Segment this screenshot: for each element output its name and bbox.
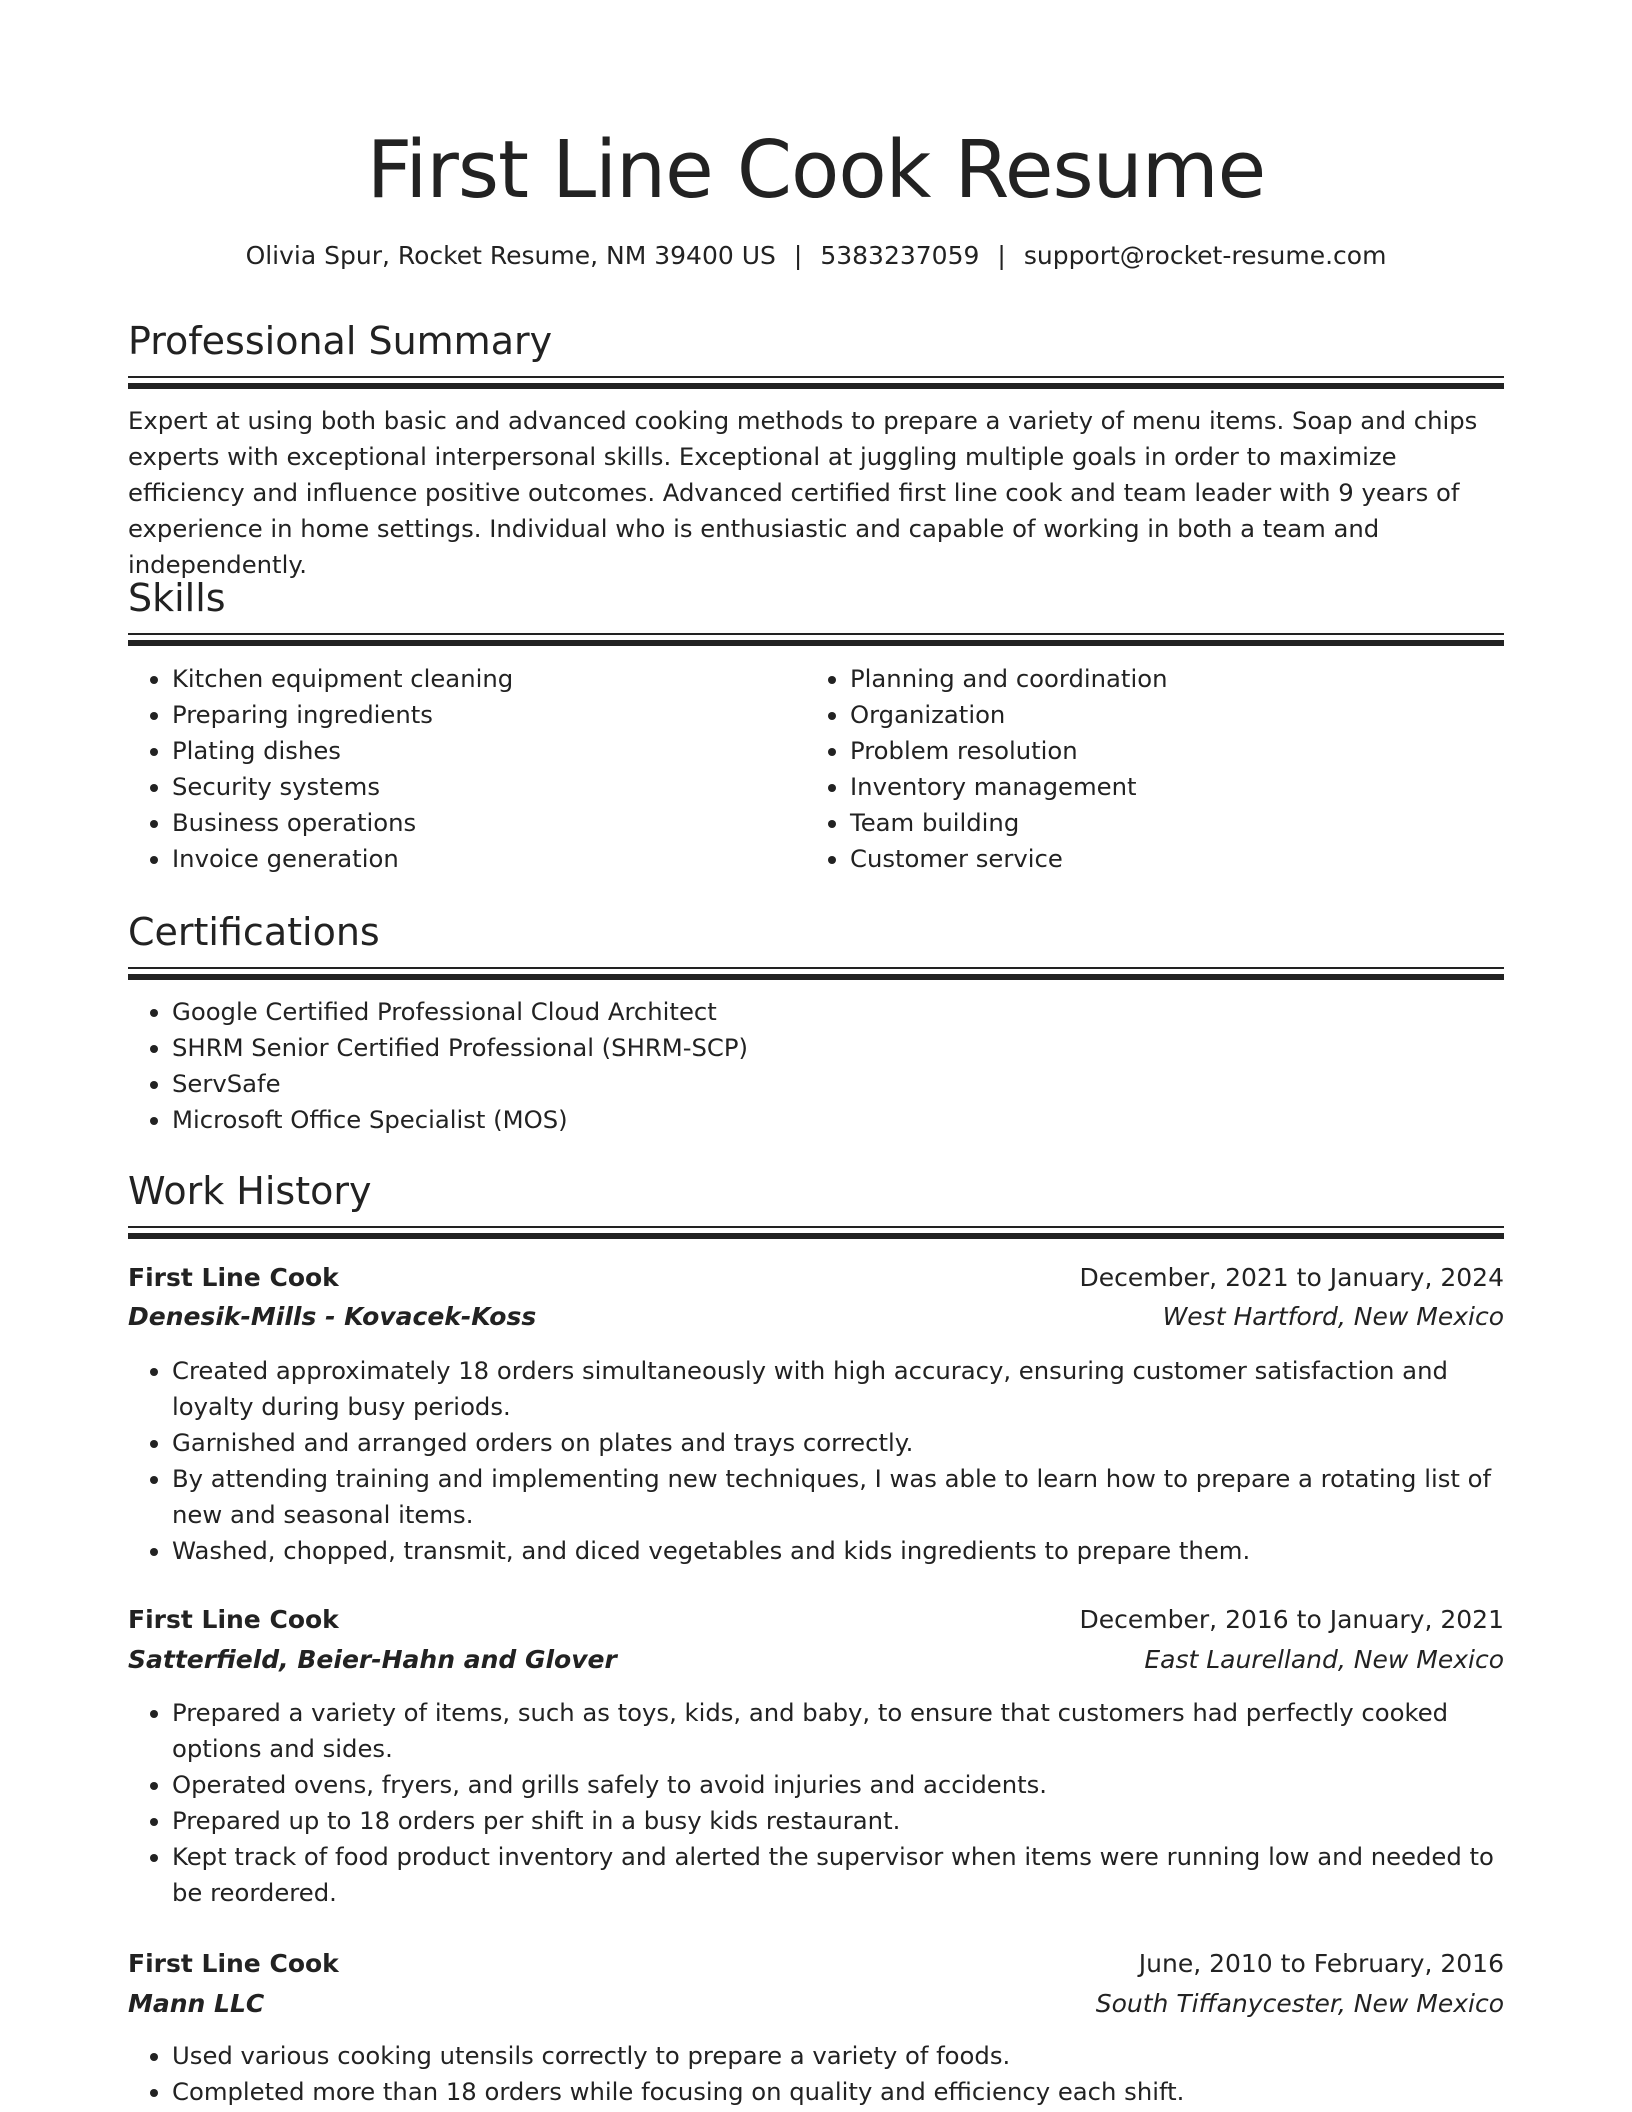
job-company: Satterfield, Beier-Hahn and Glover: [128, 1645, 617, 1674]
contact-phone[interactable]: 5383237059: [820, 241, 980, 270]
list-item: • SHRM Senior Certified Professional (SHRM-SCP): [172, 1030, 1504, 1066]
job-company: Mann LLC: [128, 1989, 265, 2018]
resume-title: First Line Cook Resume: [366, 124, 1266, 216]
job-location: South Tiffanycester, New Mexico: [1095, 1989, 1504, 2018]
list-item: • Kept track of food product inventory and alerted the supervisor when items were running low and needed to be reordered.: [172, 1839, 1504, 1911]
list-item: • Washed, chopped, transmit, and diced vegetables and kids ingredients to prepare them.: [172, 1533, 1504, 1569]
list-item: • Invoice generation: [172, 841, 792, 877]
list-item: • Operated ovens, fryers, and grills safely to avoid injuries and accidents.: [172, 1767, 1504, 1803]
contact-separator: |: [793, 241, 803, 270]
list-item: • Google Certified Professional Cloud Architect: [172, 994, 1504, 1030]
list-item: • Customer service: [850, 841, 1500, 877]
section-divider: [128, 1226, 1504, 1239]
job-dates: December, 2021 to January, 2024: [1079, 1263, 1504, 1292]
contact-address: Olivia Spur, Rocket Resume, NM 39400 US: [245, 241, 776, 270]
contact-separator: |: [997, 241, 1006, 270]
skills-list-right: [806, 661, 1500, 877]
certifications-heading: Certifications: [128, 910, 380, 954]
list-item: • Security systems: [172, 769, 792, 805]
job-title: First Line Cook: [128, 1949, 339, 1978]
list-item: • Garnished and arranged orders on plates and trays correctly.: [172, 1425, 1504, 1461]
skills-list-left: [128, 661, 792, 877]
list-item: • Inventory management: [850, 769, 1500, 805]
work-history-heading: Work History: [128, 1169, 372, 1213]
list-item: • Business operations: [172, 805, 792, 841]
summary-heading: Professional Summary: [128, 319, 553, 363]
job-location: East Laurelland, New Mexico: [1144, 1645, 1504, 1674]
list-item: • Prepared a variety of items, such as toys, kids, and baby, to ensure that customers had perfectly cooked options and sides.: [172, 1695, 1504, 1767]
list-item: • Kitchen equipment cleaning: [172, 661, 792, 697]
section-divider: [128, 376, 1504, 389]
job-dates: June, 2010 to February, 2016: [1138, 1949, 1504, 1978]
list-item: • Completed more than 18 orders while focusing on quality and efficiency each shift.: [172, 2074, 1504, 2110]
list-item: • Planning and coordination: [850, 661, 1500, 697]
job-dates: December, 2016 to January, 2021: [1079, 1605, 1504, 1634]
job-bullets: [128, 2038, 1504, 2110]
section-divider: [128, 967, 1504, 980]
job-bullets: [128, 1695, 1504, 1911]
list-item: • By attending training and implementing new techniques, I was able to learn how to prepare a rotating list of new and seasonal items.: [172, 1461, 1504, 1533]
list-item: • ServSafe: [172, 1066, 1504, 1102]
job-location: West Hartford, New Mexico: [1162, 1302, 1504, 1331]
list-item: • Microsoft Office Specialist (MOS): [172, 1102, 1504, 1138]
contact-email[interactable]: support@rocket-resume.com: [1023, 241, 1387, 270]
list-item: • Problem resolution: [850, 733, 1500, 769]
list-item: • Preparing ingredients: [172, 697, 792, 733]
skills-heading: Skills: [128, 576, 226, 620]
section-divider: [128, 633, 1504, 646]
summary-text: Expert at using both basic and advanced cooking methods to prepare a variety of menu items. Soap and chips experts with exceptional interpersonal skills. Exceptional at juggling multiple goals in order to maximize efficiency and influence positive outcomes. Advanced certified first line cook and team leader with 9 years of experience in home settings. Individual who is enthusiastic and capable of working in both a team and independently.: [128, 406, 1478, 579]
job-bullets: [128, 1353, 1504, 1569]
job-company: Denesik-Mills - Kovacek-Koss: [128, 1302, 537, 1331]
list-item: • Used various cooking utensils correctly to prepare a variety of foods.: [172, 2038, 1504, 2074]
contact-line: [0, 238, 1632, 274]
list-item: • Plating dishes: [172, 733, 792, 769]
list-item: • Team building: [850, 805, 1500, 841]
job-title: First Line Cook: [128, 1263, 339, 1292]
list-item: • Created approximately 18 orders simultaneously with high accuracy, ensuring customer satisfaction and loyalty during busy periods.: [172, 1353, 1504, 1425]
job-title: First Line Cook: [128, 1605, 339, 1634]
list-item: • Prepared up to 18 orders per shift in a busy kids restaurant.: [172, 1803, 1504, 1839]
list-item: • Organization: [850, 697, 1500, 733]
certifications-list: [128, 994, 1504, 1138]
